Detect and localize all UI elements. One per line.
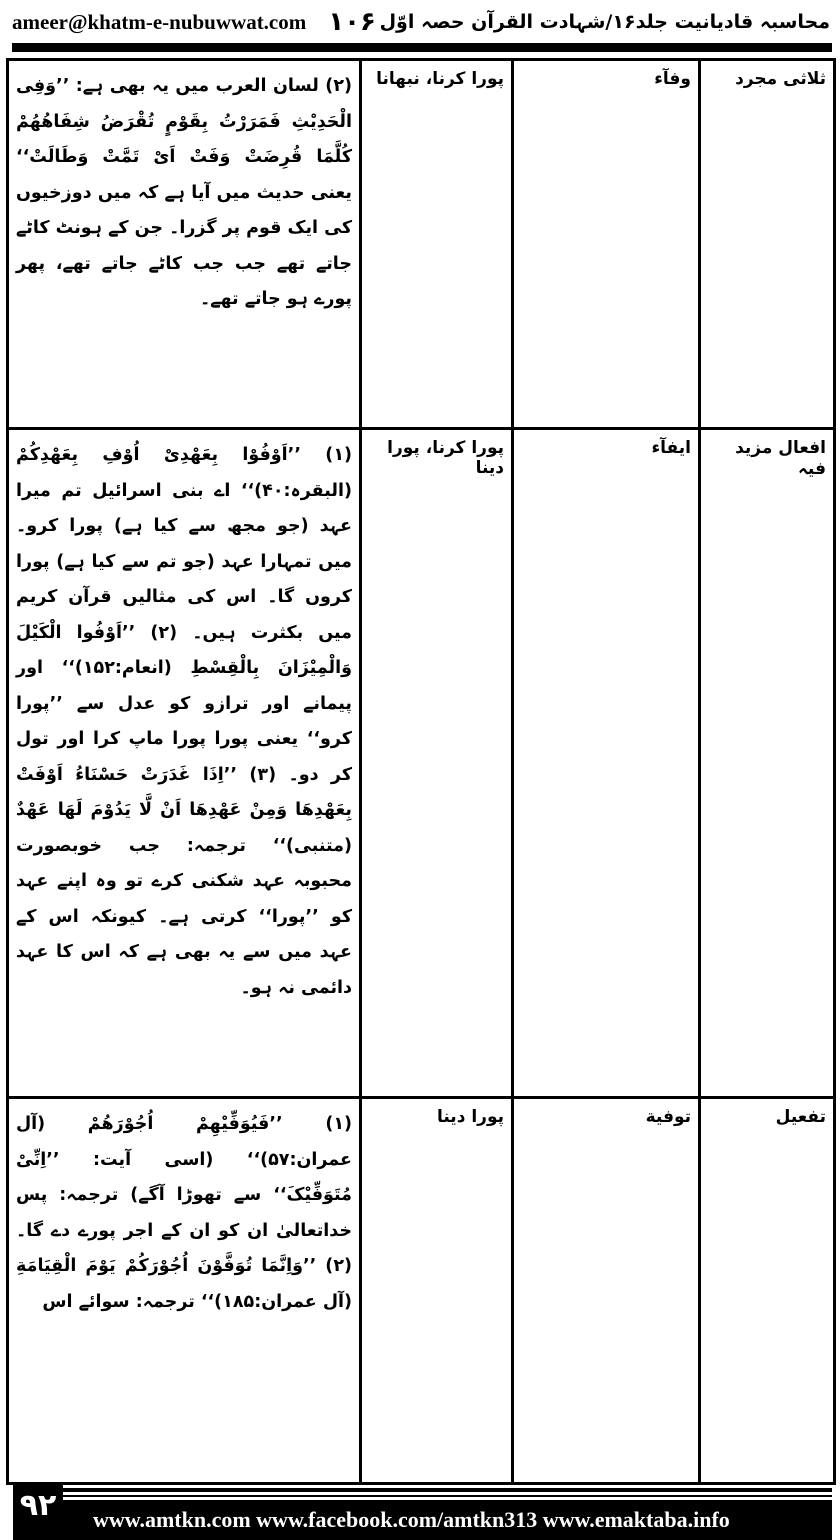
book-title: محاسبہ قادیانیت جلد۱۶/شہادت القرآن حصہ اوّل <box>379 11 830 33</box>
footer-links: www.amtkn.com www.facebook.com/amtkn313 www.emaktaba.info <box>63 1500 832 1540</box>
word-forms-table <box>6 58 836 1485</box>
header-email: ameer@khatm-e-nubuwwat.com <box>12 9 307 34</box>
meaning-cell: پورا کرنا، پورا دینا <box>361 429 513 1098</box>
word-cell: توفیة <box>513 1098 700 1484</box>
meaning-cell: پورا کرنا، نبھانا <box>361 60 513 429</box>
category-cell: افعال مزید فیہ <box>700 429 835 1098</box>
footer-rule-thin <box>63 1495 832 1497</box>
table-row <box>8 60 835 429</box>
word-cell: ایفآء <box>513 429 700 1098</box>
word-cell: وفآء <box>513 60 700 429</box>
table-row <box>8 429 835 1098</box>
header-left <box>12 7 376 37</box>
table-row <box>8 1098 835 1484</box>
page-header <box>12 4 830 40</box>
meaning-cell: پورا دینا <box>361 1098 513 1484</box>
footer-rule <box>63 1488 832 1492</box>
category-cell: ثلاثی مجرد <box>700 60 835 429</box>
explanation-cell: (۱) ’’فَیُوَفِّیْهِمْ اُجُوْرَهُمْ (آل عمران:۵۷)‘‘ (اسی آیت: ’’اِنِّیْ مُتَوَفِّیْکَ‘‘ سے تھوڑا آگے) ترجمہ: پس خداتعالیٰ ان کو ان کے اجر پورے دے گا۔ (۲) ’’وَاِنَّمَا تُوَفَّوْنَ اُجُوْرَکُمْ یَوْمَ الْقِیَامَةِ (آل عمران:۱۸۵)‘‘ ترجمہ: سوائے اس <box>8 1098 361 1484</box>
category-cell: تفعیل <box>700 1098 835 1484</box>
header-rule <box>12 43 832 52</box>
explanation-cell: (۲) لسان العرب میں یہ بھی ہے: ’’وَفِی الْحَدِیْثِ فَمَرَرْتُ بِقَوْمٍ تُقْرَضُ شِفَاهُهُمْ کُلَّمَا قُرِضَتْ وَفَتْ اَیْ تَمَّتْ وَطَالَتْ‘‘ یعنی حدیث میں آیا ہے کہ میں دوزخیوں کی ایک قوم پر گزرا۔ جن کے ہونٹ کاٹے جاتے تھے جب جب کاٹے جاتے تھے، پھر پورے ہو جاتے تھے۔ <box>8 60 361 429</box>
book-page-number: ۱۰۶ <box>328 7 376 37</box>
page-number: ۹۲ <box>13 1484 63 1540</box>
explanation-cell: (۱) ’’اَوْفُوْا بِعَهْدِیْ اُوْفِ بِعَهْدِکُمْ (البقرہ:۴۰)‘‘ اے بنی اسرائیل تم میرا عہد (جو مجھ سے کیا ہے) پورا کرو۔ میں تمہارا عہد (جو تم سے کیا ہے) پورا کروں گا۔ اس کی مثالیں قرآن کریم میں بکثرت ہیں۔ (۲) ’’اَوْفُوا الْکَیْلَ وَالْمِیْزَانَ بِالْقِسْطِ (انعام:۱۵۲)‘‘ اور پیمانے اور ترازو کو عدل سے ’’پورا کرو‘‘ یعنی پورا پورا ماپ کرا اور تول کر دو۔ (۳) ’’اِذَا غَدَرَتْ حَسْنَاءُ اَوْفَتْ بِعَهْدِهَا وَمِنْ عَهْدِهَا اَنْ لَّا یَدُوْمَ لَهَا عَهْدٌ (متنبی)‘‘ ترجمہ: جب خوبصورت محبوبہ عہد شکنی کرے تو وہ اپنے عہد کو ’’پورا‘‘ کرتی ہے۔ کیونکہ اس کے عہد میں سے یہ بھی ہے کہ اس کا عہد دائمی نہ ہو۔ <box>8 429 361 1098</box>
